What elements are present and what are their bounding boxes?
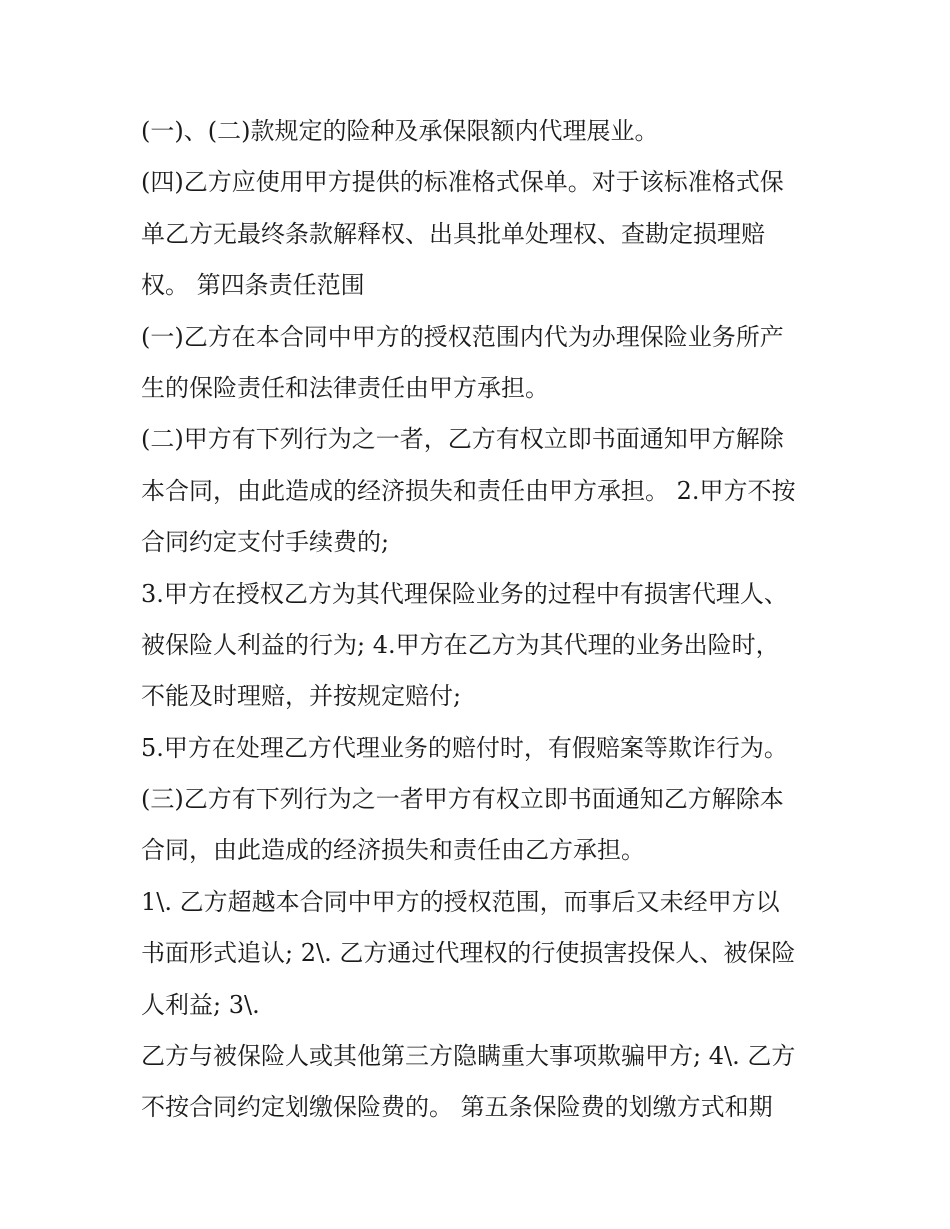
text-line: 1\. 乙方超越本合同中甲方的授权范围，而事后又未经甲方以 bbox=[141, 887, 780, 916]
text-line: (一)、(二)款规定的险种及承保限额内代理展业。 bbox=[141, 117, 659, 145]
text-line: 合同约定支付手续费的; bbox=[141, 528, 390, 557]
text-line: 人利益; 3\. bbox=[141, 990, 260, 1019]
text-line: 本合同，由此造成的经济损失和责任由甲方承担。 2.甲方不按 bbox=[141, 476, 796, 505]
text-line: 生的保险责任和法律责任由甲方承担。 bbox=[141, 373, 549, 402]
text-line: 不按合同约定划缴保险费的。 第五条保险费的划缴方式和期 bbox=[141, 1093, 773, 1122]
text-line: 书面形式追认; 2\. 乙方通过代理权的行使损害投保人、被保险 bbox=[141, 939, 796, 968]
text-line: 5.甲方在处理乙方代理业务的赔付时，有假赔案等欺诈行为。 bbox=[141, 733, 788, 762]
text-line: (二)甲方有下列行为之一者，乙方有权立即书面通知甲方解除 bbox=[141, 425, 784, 454]
text-line: (一)乙方在本合同中甲方的授权范围内代为办理保险业务所产 bbox=[141, 322, 784, 351]
text-line: 单乙方无最终条款解释权、出具批单处理权、查勘定损理赔 bbox=[141, 219, 765, 248]
text-line: 不能及时理赔，并按规定赔付; bbox=[141, 682, 462, 711]
text-line: 合同，由此造成的经济损失和责任由乙方承担。 bbox=[141, 836, 645, 865]
text-line: 3.甲方在授权乙方为其代理保险业务的过程中有损害代理人、 bbox=[141, 579, 788, 608]
text-line: 乙方与被保险人或其他第三方隐瞒重大事项欺骗甲方; 4\. 乙方 bbox=[141, 1042, 796, 1071]
text-line: (四)乙方应使用甲方提供的标准格式保单。对于该标准格式保 bbox=[141, 168, 784, 197]
text-line: (三)乙方有下列行为之一者甲方有权立即书面通知乙方解除本 bbox=[141, 785, 784, 814]
text-line: 权。 第四条责任范围 bbox=[141, 271, 365, 300]
document-body bbox=[141, 106, 821, 1134]
text-line: 被保险人利益的行为; 4.甲方在乙方为其代理的业务出险时， bbox=[141, 630, 780, 659]
